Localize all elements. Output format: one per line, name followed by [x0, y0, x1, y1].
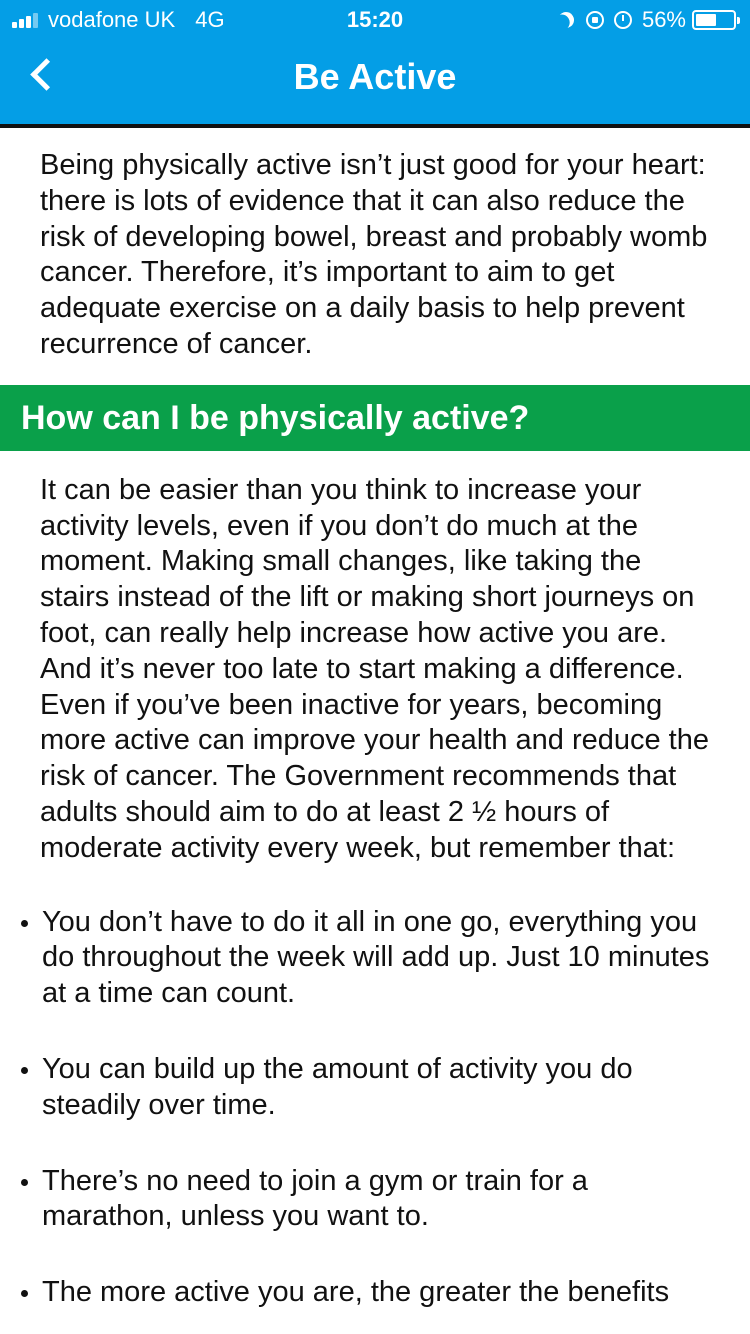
page-title: Be Active: [293, 56, 457, 97]
network-type: 4G: [195, 7, 225, 32]
list-item-text: You can build up the amount of activity you do steadily over time.: [42, 1052, 633, 1121]
battery-percent: 56%: [641, 7, 686, 32]
body-paragraph: It can be easier than you think to increase your activity levels, even if you don’t do much at the moment. Making small changes, like taking the stairs instead of the lift or making short journeys on foot, can really help increase how active you are. And it’s never too late to start making a difference. Even if you’ve been inactive for years, becoming more active can improve your health and reduce the risk of cancer. The Government recommends that adults should aim to do at least 2 ½ hours of moderate activity every week, but remember that:: [40, 473, 709, 864]
navigation-bar: [0, 40, 750, 128]
list-item-text: There’s no need to join a gym or train for a marathon, unless you want to.: [42, 1164, 588, 1233]
rotation-lock-icon: [586, 11, 604, 29]
section-header: How can I be physically active?: [0, 385, 750, 451]
alarm-icon: [614, 11, 632, 29]
intro-paragraph: Being physically active isn’t just good for your heart: there is lots of evidence that it can also reduce the risk of developing bowel, breast and probably womb cancer. Therefore, it’s important to aim to get adequate exercise on a daily basis to help prevent recurrence of cancer.: [40, 149, 708, 360]
battery-icon: [692, 10, 736, 30]
bullet-icon: [21, 1290, 28, 1297]
bullet-list: [0, 905, 750, 1311]
article-content[interactable]: [0, 128, 750, 1334]
bullet-icon: [21, 920, 28, 927]
status-bar: [0, 0, 750, 40]
list-item-text: You don’t have to do it all in one go, everything you do throughout the week will add up. Just 10 minutes at a time can count.: [42, 905, 710, 1010]
list-item: [0, 905, 750, 1012]
do-not-disturb-icon: [555, 9, 577, 31]
list-item: [0, 1275, 750, 1311]
bullet-icon: [21, 1067, 28, 1074]
status-time: 15:20: [346, 7, 404, 32]
list-item-text: The more active you are, the greater the benefits: [42, 1276, 670, 1309]
list-item: [0, 1052, 750, 1124]
carrier-name: vodafone UK: [48, 7, 176, 32]
bullet-icon: [21, 1179, 28, 1186]
status-right: [558, 7, 736, 33]
battery-fill: [696, 14, 716, 26]
list-item: [0, 1164, 750, 1236]
